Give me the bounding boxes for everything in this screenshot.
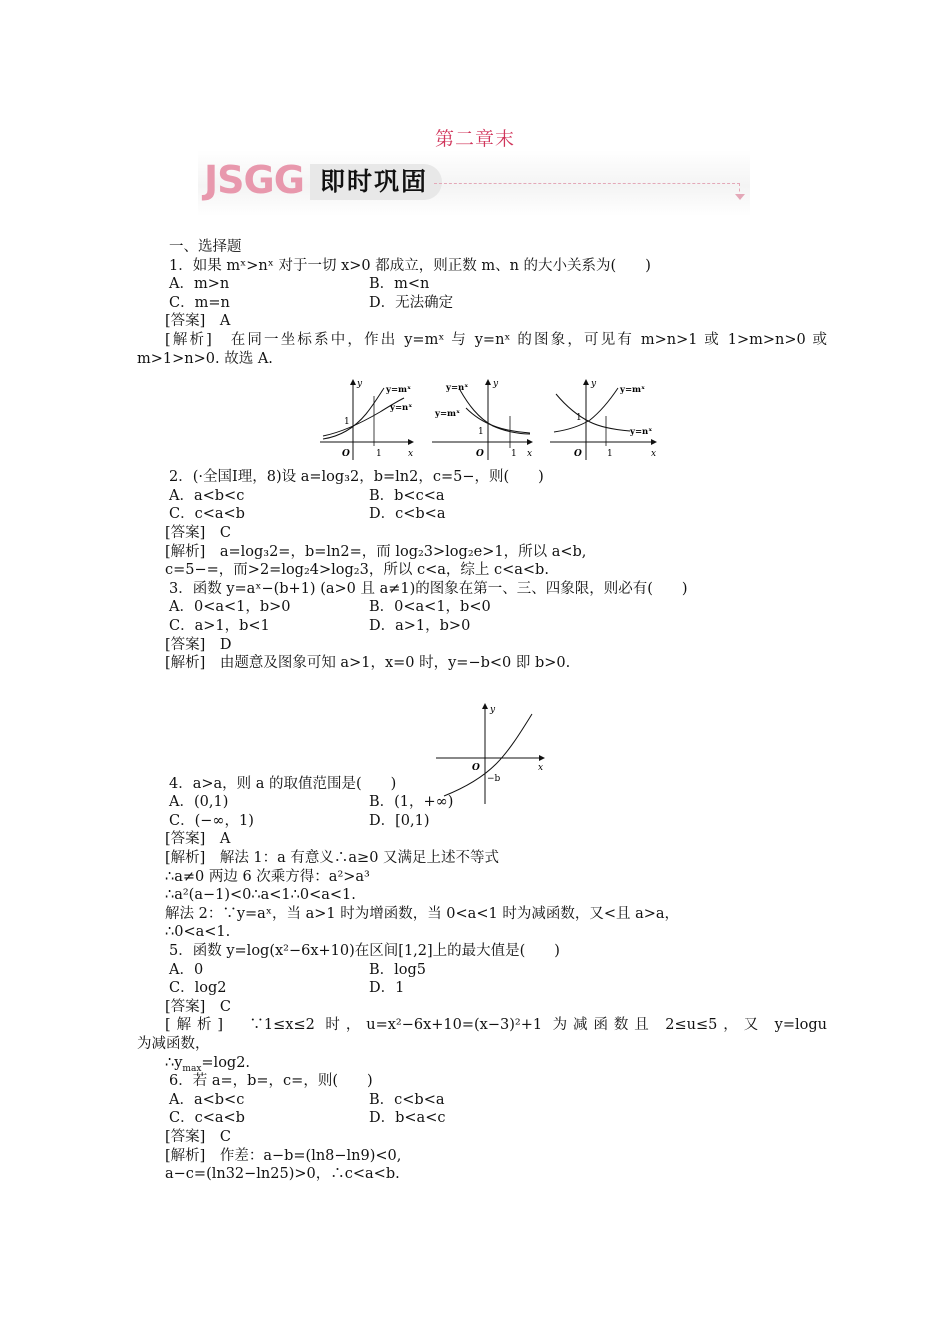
answer: [答案] C [165,1128,231,1145]
option-c: C．c<a<b [169,1110,245,1127]
y-one-label: 1 [478,427,484,437]
x-one-label: 1 [376,449,382,459]
analysis-continued: c=5−=，而>2=log₂4>log₂3，所以 c<a，综上 c<a<b. [165,562,549,579]
graph-panel-2 [432,379,532,460]
question-4: 4．a>a，则 a 的取值范围是( ) [169,775,397,792]
answer: [答案] A [165,831,231,848]
subscript-max: max [182,1063,202,1074]
answer: [答案] D [165,636,232,653]
question-2: 2．(·全国Ⅰ理，8)设 a=log₃2，b=ln2，c=5−，则( ) [169,469,544,486]
option-d: D．无法确定 [369,294,454,311]
analysis-continued: 解法 2：∵y=aˣ，当 a>1 时为增函数，当 0<a<1 时为减函数，又<且 a>a， [165,905,680,922]
banner-logo: JSGG [204,158,304,202]
x-axis-label: x [538,763,544,773]
y-axis-label: y [490,705,496,715]
y-axis-label: y [493,379,499,389]
curve-label-m: y=mˣ [435,409,461,419]
answer: [答案] C [165,524,231,541]
analysis: [解析] ∵1≤x≤2 时，u=x²−6x+10=(x−3)²+1 为减函数且 2≤u≤5，又 y=logu [165,1017,827,1034]
option-a: A．m>n [169,276,230,293]
graph-panel-1 [320,379,413,460]
question-6: 6．若 a=，b=，c=，则( ) [169,1073,373,1090]
banner-dashed-line [434,183,740,184]
option-c: C．c<a<b [169,506,245,523]
figure-exponential-comparison [318,376,663,462]
curve-label-n: y=nˣ [630,427,653,437]
question-3: 3．函数 y=aˣ−(b+1) (a>0 且 a≠1)的图象在第一、三、四象限，则必有( ) [169,580,688,597]
option-c: C．a>1，b<1 [169,617,270,634]
origin-label: O [342,449,350,459]
y-axis-label: y [591,379,597,389]
analysis: [解析] 解法 1：a 有意义∴a≥0 又满足上述不等式 [165,850,500,867]
analysis-y: ∴y [165,1054,183,1071]
option-row [137,617,827,636]
x-axis-label: x [527,449,533,459]
analysis: [解析] a=log₃2=，b=ln2=，而 log₂3>log₂e>1，所以 a<b, [165,543,587,560]
answer: [答案] A [165,313,231,330]
option-b: B．b<c<a [369,487,445,504]
x-one-label: 1 [607,449,613,459]
option-row [137,1109,827,1128]
option-row [137,598,827,617]
analysis: [解析] 作差：a−b=(ln8−ln9)<0, [165,1147,402,1164]
analysis-continued: ∴a≠0 两边 6 次乘方得：a²>a³ [165,868,370,885]
option-c: C．(−∞，1) [169,812,254,829]
option-a: A．0<a<1，b>0 [169,599,291,616]
option-c: C．m=n [169,294,230,311]
option-a: A．a<b<c [169,487,245,504]
banner-label-pill [310,164,442,200]
option-row [137,812,827,831]
curve-label-m: y=mˣ [620,385,646,395]
option-d: D．1 [369,980,405,997]
option-row [137,275,827,294]
option-row [137,505,827,524]
option-row [137,961,827,980]
section-banner [198,150,750,216]
option-a: A．a<b<c [169,1091,245,1108]
y-one-label: 1 [576,413,582,423]
analysis-continued: ∴a²(a−1)<0∴a<1∴0<a<1. [165,887,356,904]
curve-label-n: y=nˣ [390,403,413,413]
option-d: D．c<b<a [369,506,446,523]
option-b: B．log5 [369,961,427,978]
y-one-label: 1 [344,417,350,427]
option-d: D．[0,1) [369,812,430,829]
option-d: D．a>1，b>0 [369,617,471,634]
origin-label: O [472,763,480,773]
y-axis-label: y [357,379,363,389]
option-c: C．log2 [169,980,227,997]
figure-function-graph [432,700,552,806]
option-b: B．0<a<1，b<0 [369,599,491,616]
analysis-continued: 为减函数， [137,1036,210,1052]
answer: [答案] C [165,998,231,1015]
page-title: 第二章末 [434,128,515,150]
option-row [137,979,827,998]
question-5: 5．函数 y=log(x²−6x+10)在区间[1,2]上的最大值是( ) [169,943,560,960]
origin-label: O [476,449,484,459]
option-a: A．0 [169,961,204,978]
banner-arrow-icon [735,194,745,200]
option-b: B．(1，+∞) [369,794,454,811]
question-1: 1．如果 mˣ>nˣ 对于一切 x>0 都成立，则正数 m、n 的大小关系为( ) [169,257,651,274]
x-axis-label: x [651,449,657,459]
analysis-value: =log2. [201,1054,251,1071]
analysis: [解析] 在同一坐标系中，作出 y=mˣ 与 y=nˣ 的图象，可见有 m>n>1 或 1>m>n>0 或 [165,331,827,348]
option-row [137,294,827,313]
curve-label-m: y=mˣ [386,385,412,395]
x-axis-label: x [408,449,414,459]
banner-label: 即时巩固 [320,167,429,196]
graph-panel-3 [550,379,656,460]
option-d: D．b<a<c [369,1110,446,1127]
section-heading: 一、选择题 [169,239,242,255]
option-a: A．(0,1) [169,794,229,811]
analysis-continued: a−c=(ln32−ln25)>0，∴c<a<b. [165,1166,400,1183]
option-row [137,487,827,506]
analysis: [解析] 由题意及图象可知 a>1，x=0 时，y=−b<0 即 b>0. [165,655,571,672]
analysis-continued: ∴0<a<1. [165,924,231,941]
option-b: B．m<n [369,276,430,293]
x-one-label: 1 [511,449,517,459]
origin-label: O [574,449,582,459]
intercept-label: −b [487,774,501,784]
curve-label-n: y=nˣ [446,383,469,393]
analysis-continued [137,1054,827,1073]
option-b: B．c<b<a [369,1091,445,1108]
analysis-continued: m>1>n>0. 故选 A. [137,350,273,367]
option-row [137,1091,827,1110]
